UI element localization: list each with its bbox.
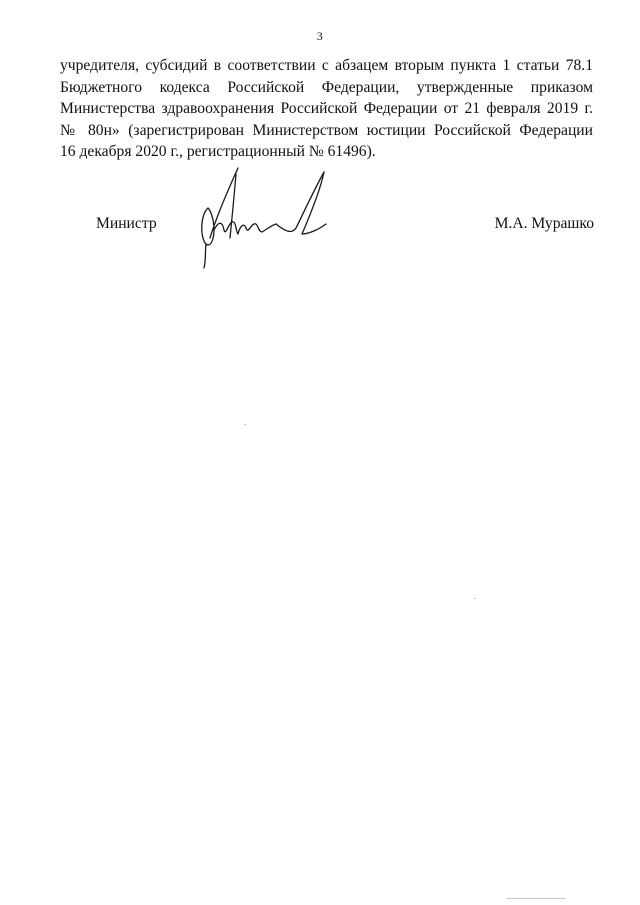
body-line-5: 16 декабря 2020 г., регистрационный № 61496). (60, 143, 376, 160)
signature-block (0, 160, 640, 280)
handwritten-signature (190, 160, 330, 275)
body-line-4: № 80н» (зарегистрирован Министерством юстиции Российской Федерации (60, 121, 593, 139)
scan-speck (474, 598, 476, 599)
page-number: 3 (316, 29, 324, 43)
body-line-2: Бюджетного кодекса Российской Федерации, утвержденные приказом (60, 78, 593, 96)
signer-title: Министр (96, 215, 157, 232)
body-paragraph (60, 55, 593, 163)
scan-speck (506, 898, 566, 899)
body-line-3: Министерства здравоохранения Российской Федерации от 21 февраля 2019 г. (60, 100, 593, 117)
signer-name: М.А. Мурашко (494, 215, 594, 232)
scan-speck (244, 424, 246, 425)
body-line-1: учредителя, субсидий в соответствии с абзацем вторым пункта 1 статьи 78.1 (60, 57, 593, 74)
